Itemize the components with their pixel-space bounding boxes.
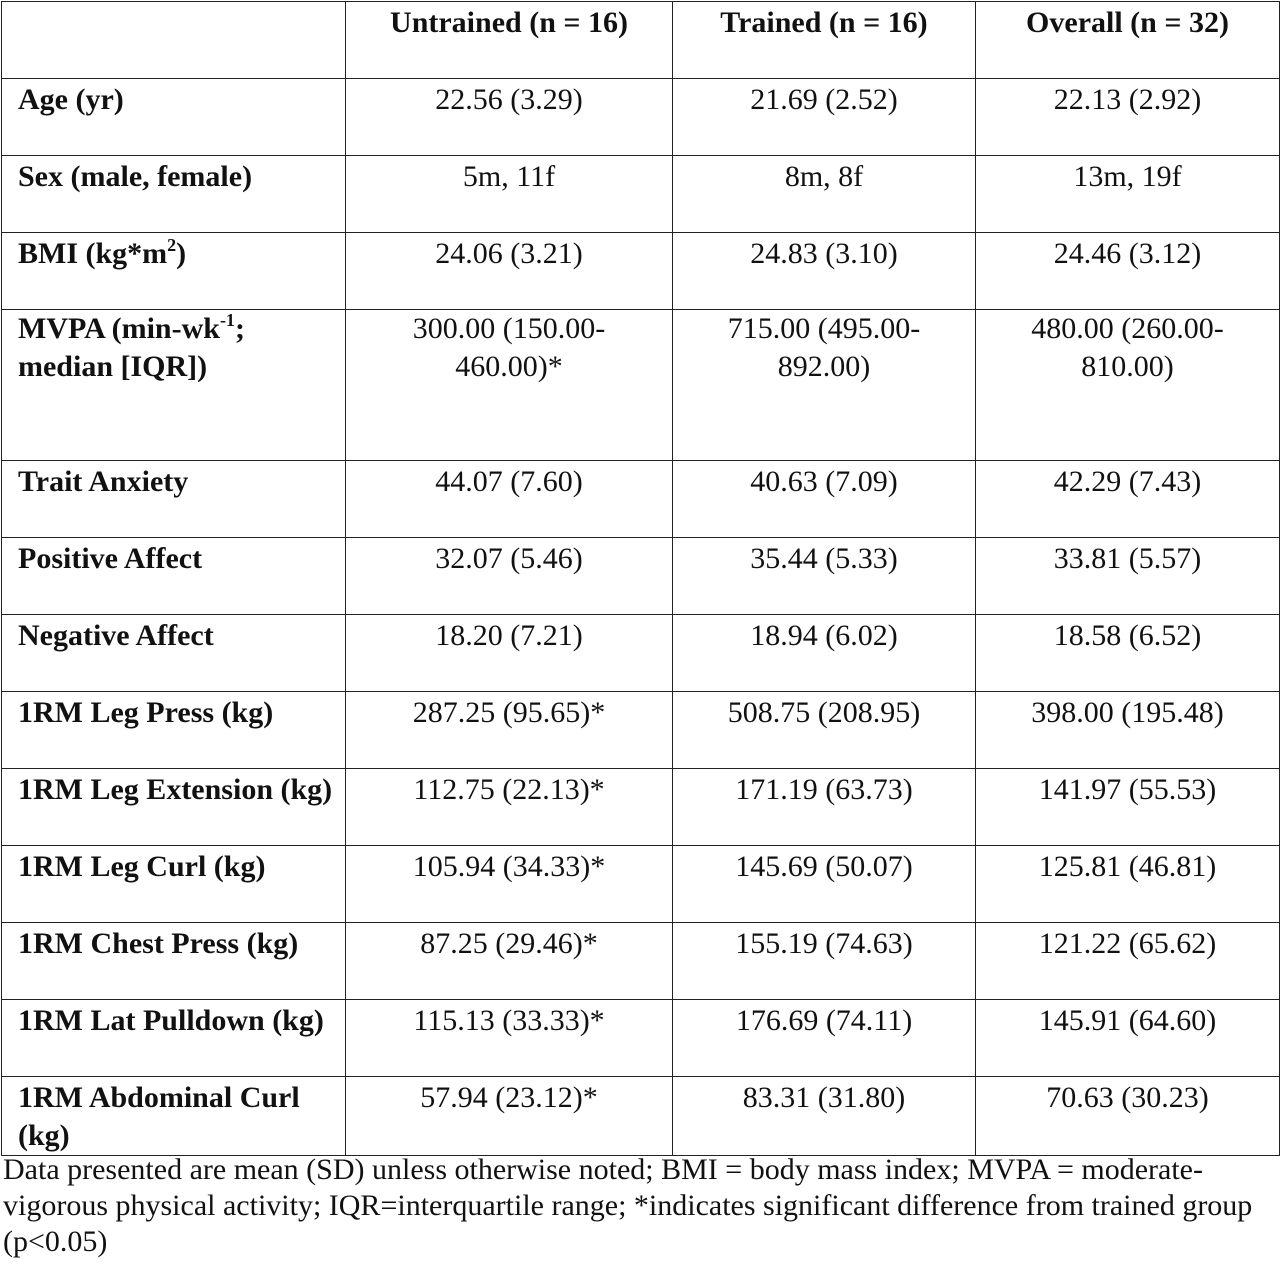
table-row	[2, 156, 1280, 233]
cell-trained: 18.94 (6.02)	[673, 615, 976, 692]
demographics-table	[1, 1, 1280, 1156]
cell-overall: 18.58 (6.52)	[976, 615, 1280, 692]
row-label: 1RM Leg Curl (kg)	[2, 846, 346, 923]
cell-overall: 398.00 (195.48)	[976, 692, 1280, 769]
cell-overall: 141.97 (55.53)	[976, 769, 1280, 846]
table-row	[2, 1077, 1280, 1156]
header-trained: Trained (n = 16)	[673, 2, 976, 79]
table-row	[2, 79, 1280, 156]
cell-untrained: 287.25 (95.65)*	[346, 692, 673, 769]
cell-overall: 22.13 (2.92)	[976, 79, 1280, 156]
cell-overall: 42.29 (7.43)	[976, 461, 1280, 538]
cell-untrained: 87.25 (29.46)*	[346, 923, 673, 1000]
row-label-text: MVPA (min-wk	[18, 312, 220, 345]
cell-untrained: 115.13 (33.33)*	[346, 1000, 673, 1077]
cell-line2: 810.00)	[1081, 350, 1174, 383]
table-row	[2, 461, 1280, 538]
row-label: Trait Anxiety	[2, 461, 346, 538]
cell-trained: 8m, 8f	[673, 156, 976, 233]
table-footnote: Data presented are mean (SD) unless otherwise noted; BMI = body mass index; MVPA = moderate-vigorous physical activity; IQR=interquartile range; *indicates significant difference from trained group (p<0.05)	[3, 1153, 1253, 1258]
cell-trained	[673, 310, 976, 461]
table-row	[2, 310, 1280, 461]
cell-line2: 460.00)*	[455, 350, 563, 383]
row-label-suffix: )	[176, 237, 187, 270]
cell-overall: 125.81 (46.81)	[976, 846, 1280, 923]
row-label	[2, 310, 346, 461]
cell-line1: 715.00 (495.00-	[727, 312, 921, 345]
cell-overall: 33.81 (5.57)	[976, 538, 1280, 615]
cell-overall: 70.63 (30.23)	[976, 1077, 1280, 1156]
cell-overall: 13m, 19f	[976, 156, 1280, 233]
row-label: Age (yr)	[2, 79, 346, 156]
cell-untrained: 32.07 (5.46)	[346, 538, 673, 615]
row-label: 1RM Lat Pulldown (kg)	[2, 1000, 346, 1077]
cell-untrained: 22.56 (3.29)	[346, 79, 673, 156]
cell-line1: 300.00 (150.00-	[412, 312, 606, 345]
cell-untrained: 18.20 (7.21)	[346, 615, 673, 692]
header-empty-cell	[2, 2, 346, 79]
row-label: Positive Affect	[2, 538, 346, 615]
row-label: Sex (male, female)	[2, 156, 346, 233]
cell-untrained	[346, 310, 673, 461]
row-label-line2: median [IQR])	[18, 350, 208, 383]
cell-overall: 24.46 (3.12)	[976, 233, 1280, 310]
header-row	[2, 2, 1280, 79]
cell-overall: 121.22 (65.62)	[976, 923, 1280, 1000]
row-label: 1RM Chest Press (kg)	[2, 923, 346, 1000]
cell-untrained: 57.94 (23.12)*	[346, 1077, 673, 1156]
cell-untrained: 105.94 (34.33)*	[346, 846, 673, 923]
row-label: Negative Affect	[2, 615, 346, 692]
cell-trained: 24.83 (3.10)	[673, 233, 976, 310]
cell-untrained: 24.06 (3.21)	[346, 233, 673, 310]
cell-trained: 145.69 (50.07)	[673, 846, 976, 923]
cell-trained: 508.75 (208.95)	[673, 692, 976, 769]
table-row	[2, 538, 1280, 615]
row-label-text: BMI (kg*m	[18, 237, 168, 270]
header-untrained: Untrained (n = 16)	[346, 2, 673, 79]
table-row	[2, 846, 1280, 923]
cell-trained: 21.69 (2.52)	[673, 79, 976, 156]
cell-trained: 171.19 (63.73)	[673, 769, 976, 846]
cell-trained: 155.19 (74.63)	[673, 923, 976, 1000]
cell-trained: 83.31 (31.80)	[673, 1077, 976, 1156]
cell-overall	[976, 310, 1280, 461]
table-row	[2, 923, 1280, 1000]
table-row	[2, 233, 1280, 310]
table-row	[2, 615, 1280, 692]
row-label-suffix: ;	[234, 312, 245, 345]
table-row	[2, 769, 1280, 846]
table-row	[2, 692, 1280, 769]
cell-untrained: 44.07 (7.60)	[346, 461, 673, 538]
cell-line1: 480.00 (260.00-	[1031, 312, 1224, 345]
row-label: 1RM Leg Press (kg)	[2, 692, 346, 769]
row-label-superscript: 2	[167, 235, 177, 255]
row-label	[2, 233, 346, 310]
row-label: 1RM Leg Extension (kg)	[2, 769, 346, 846]
cell-untrained: 112.75 (22.13)*	[346, 769, 673, 846]
header-overall: Overall (n = 32)	[976, 2, 1280, 79]
cell-untrained: 5m, 11f	[346, 156, 673, 233]
cell-overall: 145.91 (64.60)	[976, 1000, 1280, 1077]
cell-line2: 892.00)	[777, 350, 871, 383]
cell-trained: 176.69 (74.11)	[673, 1000, 976, 1077]
table-row	[2, 1000, 1280, 1077]
row-label-superscript: -1	[219, 310, 235, 330]
row-label: 1RM Abdominal Curl (kg)	[2, 1077, 346, 1156]
cell-trained: 35.44 (5.33)	[673, 538, 976, 615]
cell-trained: 40.63 (7.09)	[673, 461, 976, 538]
